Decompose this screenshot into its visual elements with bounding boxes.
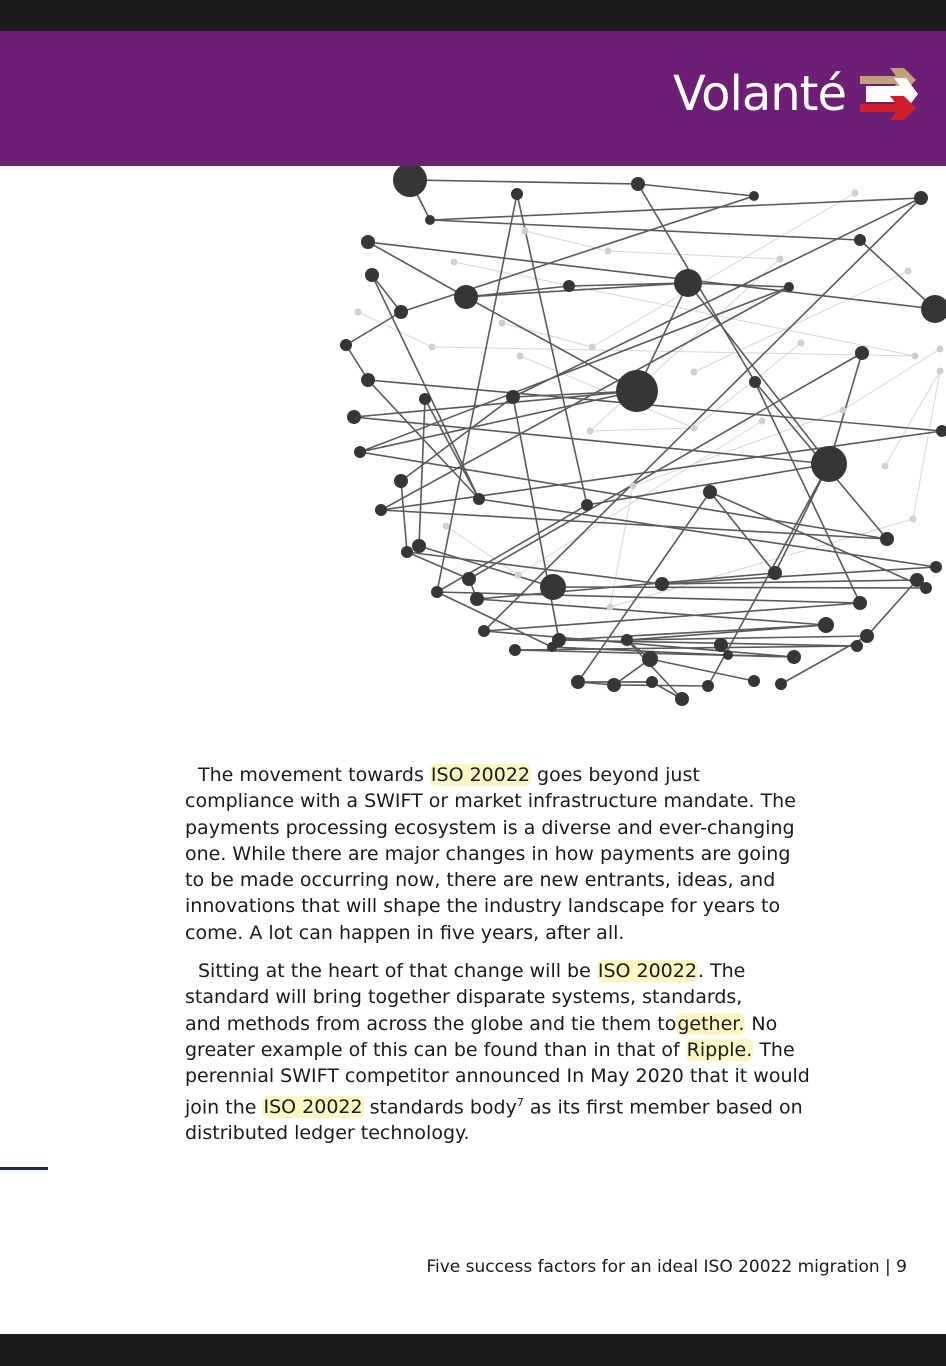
highlighted-text: Ripple. bbox=[686, 1038, 753, 1061]
body-text bbox=[185, 762, 845, 1158]
logo-wordmark: Volanté bbox=[673, 66, 846, 122]
network-globe-icon bbox=[0, 166, 946, 726]
bottom-bar bbox=[0, 1334, 946, 1366]
arrows-logo-icon bbox=[856, 66, 920, 122]
footer-page-label: Five success factors for an ideal ISO 20022 migration | 9 bbox=[426, 1257, 907, 1277]
highlighted-text: ISO 20022 bbox=[430, 764, 531, 786]
footnote-ref: 7 bbox=[516, 1095, 524, 1109]
highlighted-text: ISO 20022 bbox=[263, 1095, 363, 1118]
volante-logo bbox=[673, 64, 920, 124]
paragraph-1: The movement towards ISO 20022 goes beyond just compliance with a SWIFT or market infrastructure mandate. The payments processing ecosystem is a diverse and ever-changing one. While there are major changes in how payments are going to be made occurring now, there are new entrants, ideas, and innovations that will shape the industry landscape for years to come. A lot can happen in five years, after all. bbox=[185, 764, 796, 944]
highlighted-text: ISO 20022 bbox=[597, 960, 697, 983]
paragraph-2: Sitting at the heart of that change will be ISO 20022. The standard will bring together disparate systems, standards, and methods from across the globe and tie them together. No greater example of this can be found than in that of Ripple. The perennial SWIFT competitor announced In May 2020 that it would join the ISO 20022 standards body$^7$ as its first member based on distributed ledger technology. bbox=[185, 960, 810, 1145]
top-bar bbox=[0, 0, 946, 31]
highlighted-text: gether. bbox=[677, 1012, 745, 1035]
side-rule bbox=[0, 1167, 48, 1170]
